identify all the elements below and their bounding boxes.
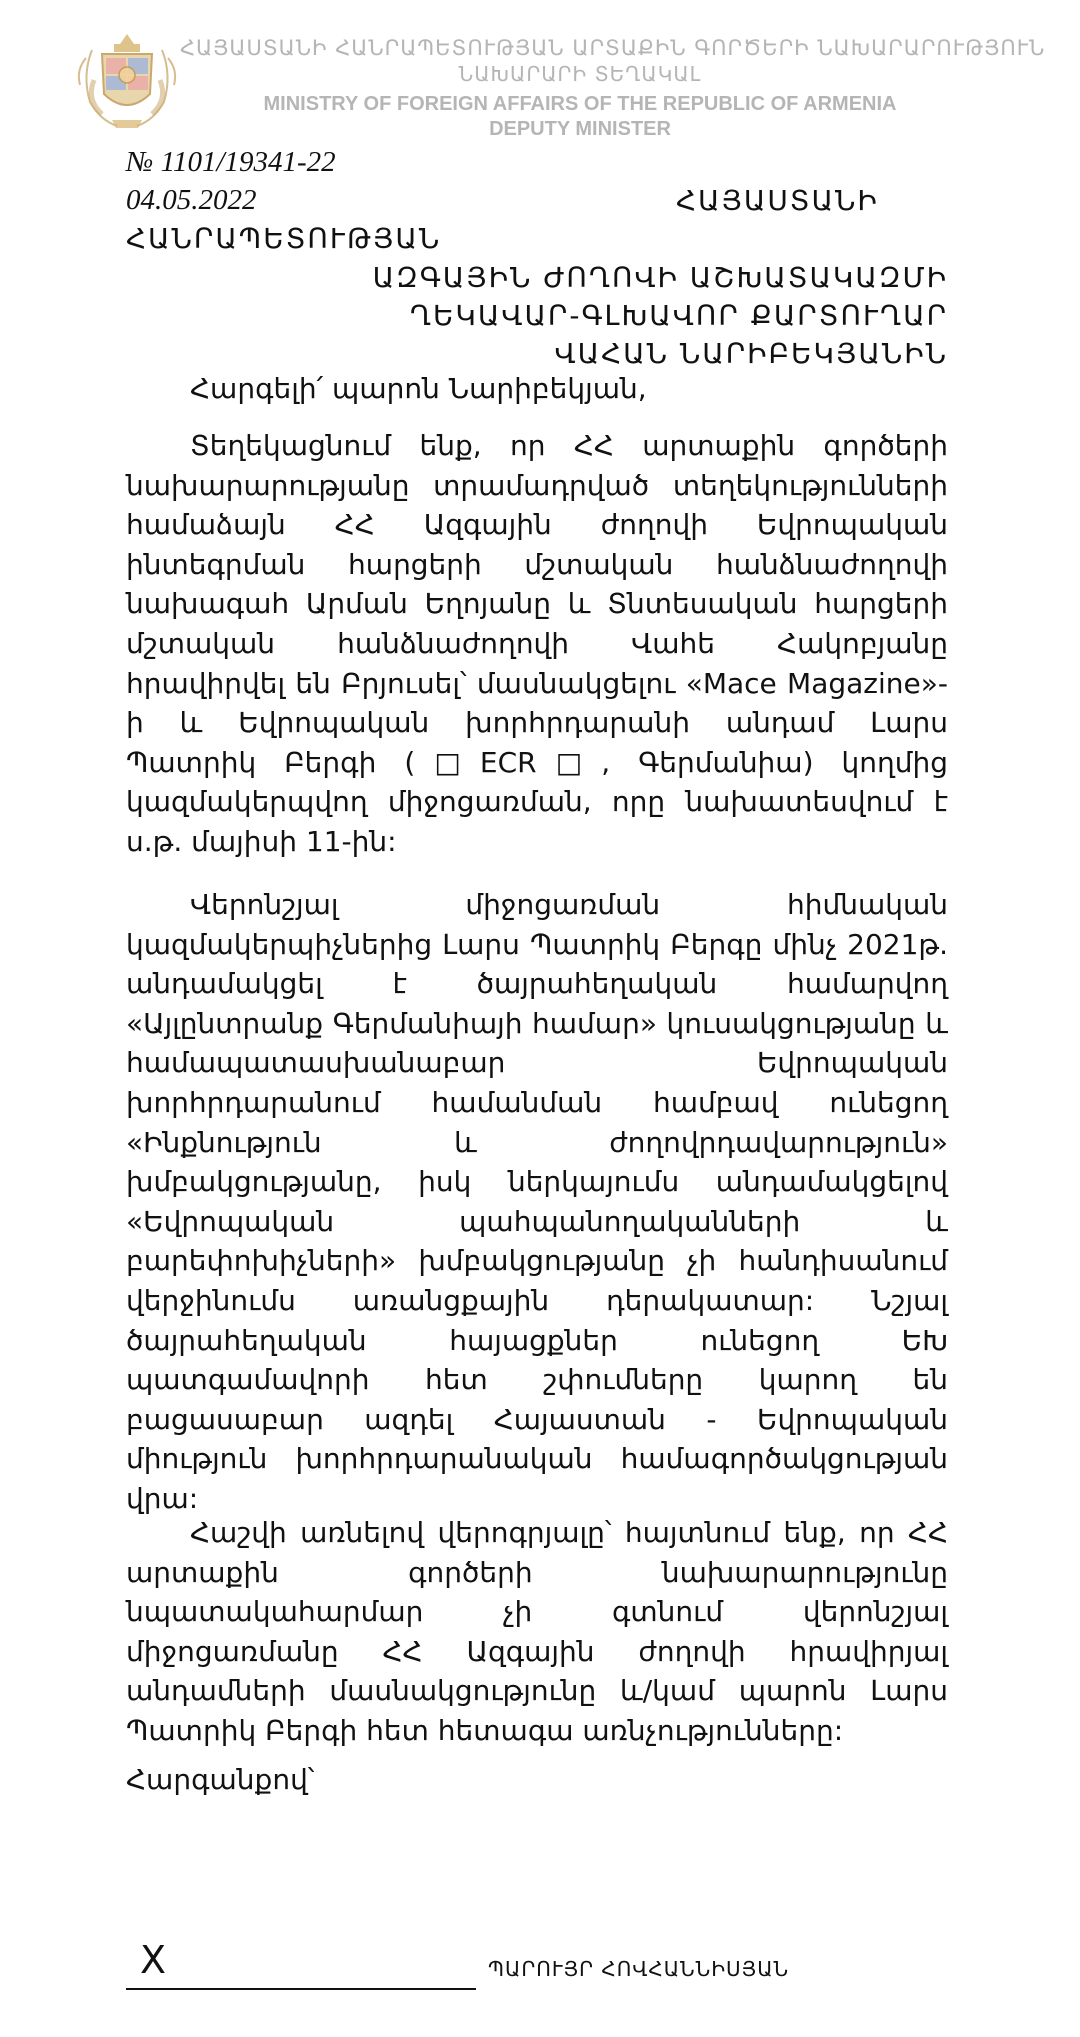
letterhead-ministry-armenian: ՀԱՅԱՍՏԱՆԻ ՀԱՆՐԱՊԵՏՈՒԹՅԱՆ ԱՐՏԱՔԻՆ ԳՈՐԾԵՐԻ ՆԱԽԱՐԱՐՈՒԹՅՈՒՆ	[180, 36, 1046, 60]
addressee-line-4: ՂԵԿԱՎԱՐ-ԳԼԽԱՎՈՐ ՔԱՐՏՈՒՂԱՐ	[409, 299, 948, 332]
armenia-coat-of-arms-icon	[72, 30, 182, 134]
signature-line	[126, 1988, 476, 1990]
body-paragraph-1: Տեղեկացնում ենք, որ ՀՀ արտաքին գործերի նախարարությանը տրամադրված տեղեկությունների համաձայն ՀՀ Ազգային ժողովի Եվրոպական ինտեգրման հարցերի մշտական հանձնաժողովի նախագահ Արման Եղոյանը և Տնտեսական հարցերի մշտական հանձնաժողովի Վահե Հակոբյանը հրավիրվել են Բրյուսել՝ մասնակցելու «Mace Magazine»-ի և Եվրոպական խորհրդարանի անդամ Լարս Պատրիկ Բերգի (□ECR□, Գերմանիա) կողմից կազմակերպվող միջոցառման, որը նախատեսվում է ս.թ. մայիսի 11-ին:	[126, 429, 948, 858]
addressee-line-3: ԱԶԳԱՅԻՆ ԺՈՂՈՎԻ ԱՇԽԱՏԱԿԱԶՄԻ	[372, 261, 948, 294]
addressee-line-5: ՎԱՀԱՆ ՆԱՐԻԲԵԿՅԱՆԻՆ	[554, 337, 948, 370]
salutation: Հարգելի՛ պարոն Նարիբեկյան,	[190, 372, 647, 405]
body-paragraph-2: Վերոնշյալ միջոցառման հիմնական կազմակերպիչներից Լարս Պատրիկ Բերգը մինչ 2021թ. անդամակցել է ծայրահեղական համարվող «Այլընտրանք Գերմանիայի համար» կուսակցությանը և համապատասխանաբար Եվրոպական խորհրդարանում համանման համբավ ունեցող «Ինքնություն և ժողովրդավարություն» խմբակցությանը, իսկ ներկայումս անդամակցելով «Եվրոպական պահպանողականների և բարեփոխիչների» խմբակցությանը չի հանդիսանում վերջինումս առանցքային դերակատար: Նշյալ ծայրահեղական հայացքներ ունեցող ԵԽ պատգամավորի հետ շփումները կարող են բացասաբար ազդել Հայաստան - Եվրոպական միություն խորհրդարանական համագործակցության վրա:	[126, 888, 948, 1515]
letterhead	[0, 0, 1080, 150]
letterhead-deputy-english: DEPUTY MINISTER	[489, 118, 671, 140]
signature-mark: X	[140, 1938, 167, 1982]
letterhead-deputy-armenian: ՆԱԽԱՐԱՐԻ ՏԵՂԱԿԱԼ	[458, 62, 702, 86]
document-date: 04.05.2022	[126, 184, 257, 216]
signatory-name: ՊԱՐՈՒՅՐ ՀՈՎՀԱՆՆԻՍՅԱՆ	[488, 1957, 790, 1981]
closing-phrase: Հարգանքով՝	[126, 1763, 315, 1796]
document-number: № 1101/19341-22	[126, 146, 336, 178]
addressee-line-2: ՀԱՆՐԱՊԵՏՈՒԹՅԱՆ	[126, 222, 442, 255]
letterhead-ministry-english: MINISTRY OF FOREIGN AFFAIRS OF THE REPUBLIC OF ARMENIA	[263, 93, 897, 115]
body-paragraph-3: Հաշվի առնելով վերոգրյալը՝ հայտնում ենք, որ ՀՀ արտաքին գործերի նախարարությունը նպատակահարմար չի գտնում վերոնշյալ միջոցառմանը ՀՀ Ազգային ժողովի հրավիրյալ անդամների մասնակցությունը և/կամ պարոն Լարս Պատրիկ Բերգի հետ հետագա առնչությունները:	[126, 1516, 948, 1747]
addressee-line-1: ՀԱՅԱՍՏԱՆԻ	[676, 184, 879, 217]
